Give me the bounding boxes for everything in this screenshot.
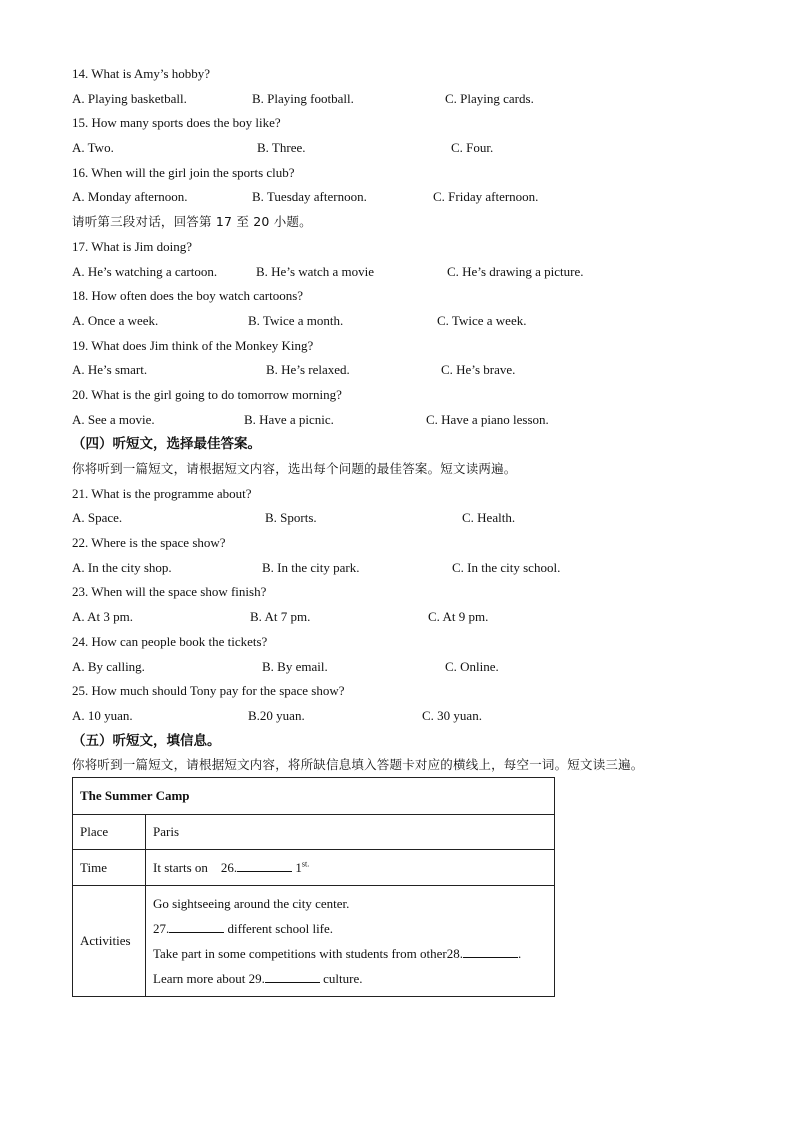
activity-4: [153, 966, 547, 991]
question-text: 20. What is the girl going to do tomorrow morning?: [72, 386, 342, 402]
question-22: [72, 531, 732, 556]
question-text: 18. How often does the boy watch cartoons?: [72, 288, 304, 304]
activity-3-prefix: Take part in some competitions with students from other28.: [153, 946, 463, 961]
option-b[interactable]: B.20 yuan.: [248, 707, 305, 723]
options-18: [72, 309, 732, 334]
question-15: [72, 111, 732, 136]
options-19: [72, 358, 732, 383]
place-label: Place: [73, 815, 146, 850]
table-title-row: [73, 778, 555, 815]
options-21: [72, 506, 732, 531]
table-title: The Summer Camp: [73, 778, 555, 815]
option-a[interactable]: A. He’s watching a cartoon.: [72, 263, 218, 279]
option-b[interactable]: B. Have a picnic.: [244, 411, 334, 427]
question-text: 23. When will the space show finish?: [72, 584, 267, 600]
option-c[interactable]: C. Have a piano lesson.: [426, 411, 549, 427]
option-a[interactable]: A. Space.: [72, 510, 123, 526]
time-superscript: st.: [301, 859, 310, 869]
question-25: [72, 679, 732, 704]
options-14: [72, 87, 732, 112]
option-b[interactable]: B. Sports.: [265, 510, 317, 526]
question-19: [72, 334, 732, 359]
table-row-place: [73, 815, 555, 850]
options-20: [72, 408, 732, 433]
question-text: 15. How many sports does the boy like?: [72, 115, 281, 131]
question-20: [72, 383, 732, 408]
option-b[interactable]: B. By email.: [262, 658, 328, 674]
time-suffix: 1: [292, 860, 302, 875]
option-a[interactable]: A. Two.: [72, 140, 114, 156]
activity-3-suffix: .: [517, 946, 522, 961]
option-c[interactable]: C. Four.: [451, 140, 494, 156]
question-text: 25. How much should Tony pay for the space show?: [72, 683, 345, 699]
options-16: [72, 185, 732, 210]
activity-2-suffix: different school life.: [224, 921, 334, 936]
option-c[interactable]: C. 30 yuan.: [422, 707, 482, 723]
activity-2: [153, 916, 547, 941]
answer-blank-29[interactable]: [265, 970, 320, 983]
option-b[interactable]: B. He’s relaxed.: [266, 362, 350, 378]
option-c[interactable]: C. In the city school.: [452, 559, 561, 575]
option-a[interactable]: A. 10 yuan.: [72, 707, 133, 723]
option-c[interactable]: C. He’s drawing a picture.: [447, 263, 584, 279]
option-c[interactable]: C. He’s brave.: [441, 362, 516, 378]
question-text: 19. What does Jim think of the Monkey King?: [72, 337, 314, 353]
activity-3: [153, 941, 547, 966]
question-21: [72, 482, 732, 507]
table-row-time: [73, 850, 555, 886]
summer-camp-table: [72, 777, 555, 997]
option-a[interactable]: A. See a movie.: [72, 411, 155, 427]
option-a[interactable]: A. In the city shop.: [72, 559, 172, 575]
option-b[interactable]: B. Three.: [257, 140, 306, 156]
question-text: 17. What is Jim doing?: [72, 238, 193, 254]
option-a[interactable]: A. At 3 pm.: [72, 609, 134, 625]
options-22: [72, 556, 732, 581]
option-a[interactable]: A. He’s smart.: [72, 362, 148, 378]
question-18: [72, 284, 732, 309]
place-value: Paris: [146, 815, 555, 850]
activity-4-prefix: Learn more about 29.: [153, 971, 265, 986]
option-b[interactable]: B. At 7 pm.: [250, 609, 311, 625]
activities-label: Activities: [73, 886, 146, 997]
activity-4-suffix: culture.: [319, 971, 363, 986]
options-23: [72, 605, 732, 630]
question-23: [72, 580, 732, 605]
time-label: Time: [73, 850, 146, 886]
question-block-14-16: [72, 62, 732, 210]
activity-1: Go sightseeing around the city center.: [153, 896, 350, 911]
activity-2-prefix: 27.: [153, 921, 170, 936]
options-24: [72, 655, 732, 680]
question-block-17-20: [72, 235, 732, 433]
part-5-title: （五）听短文，填信息。: [72, 732, 221, 749]
answer-blank-26[interactable]: [237, 859, 292, 872]
option-b[interactable]: B. Twice a month.: [248, 312, 344, 328]
question-text: 16. When will the girl join the sports club?: [72, 164, 295, 180]
question-16: [72, 161, 732, 186]
question-24: [72, 630, 732, 655]
time-prefix: It starts on 26.: [153, 860, 238, 875]
option-c[interactable]: C. Playing cards.: [445, 90, 534, 106]
part-4-instruction: 你将听到一篇短文，请根据短文内容，选出每个问题的最佳答案。短文读两遍。: [72, 461, 517, 476]
options-15: [72, 136, 732, 161]
option-c[interactable]: C. Twice a week.: [437, 312, 527, 328]
option-b[interactable]: B. Playing football.: [252, 90, 354, 106]
option-c[interactable]: C. At 9 pm.: [428, 609, 489, 625]
time-cell: [146, 850, 555, 886]
answer-blank-28[interactable]: [463, 945, 518, 958]
question-14: [72, 62, 732, 87]
option-a[interactable]: A. Monday afternoon.: [72, 189, 188, 205]
exam-page: [72, 62, 732, 778]
option-a[interactable]: A. By calling.: [72, 658, 145, 674]
option-b[interactable]: B. In the city park.: [262, 559, 360, 575]
option-c[interactable]: C. Online.: [445, 658, 499, 674]
option-b[interactable]: B. Tuesday afternoon.: [252, 189, 367, 205]
answer-blank-27[interactable]: [169, 920, 224, 933]
question-text: 22. Where is the space show?: [72, 535, 226, 551]
question-block-21-25: [72, 482, 732, 729]
part-4-title: （四）听短文，选择最佳答案。: [72, 436, 261, 453]
option-a[interactable]: A. Playing basketball.: [72, 90, 187, 106]
option-c[interactable]: C. Health.: [462, 510, 516, 526]
activities-cell: [146, 886, 555, 997]
question-text: 21. What is the programme about?: [72, 485, 252, 501]
table-row-activities: [73, 886, 555, 997]
part-5-instruction: 你将听到一篇短文，请根据短文内容，将所缺信息填入答题卡对应的横线上，每空一词。短文读三遍。: [72, 757, 644, 773]
question-17: [72, 235, 732, 260]
options-17: [72, 260, 732, 285]
section-3-instruction: 请听第三段对话，回答第 17 至 20 小题。: [72, 214, 312, 230]
option-a[interactable]: A. Once a week.: [72, 312, 159, 328]
option-b[interactable]: B. He’s watch a movie: [256, 263, 375, 279]
option-c[interactable]: C. Friday afternoon.: [433, 189, 539, 205]
options-25: [72, 704, 732, 729]
question-text: 24. How can people book the tickets?: [72, 633, 268, 649]
question-text: 14. What is Amy’s hobby?: [72, 66, 211, 81]
